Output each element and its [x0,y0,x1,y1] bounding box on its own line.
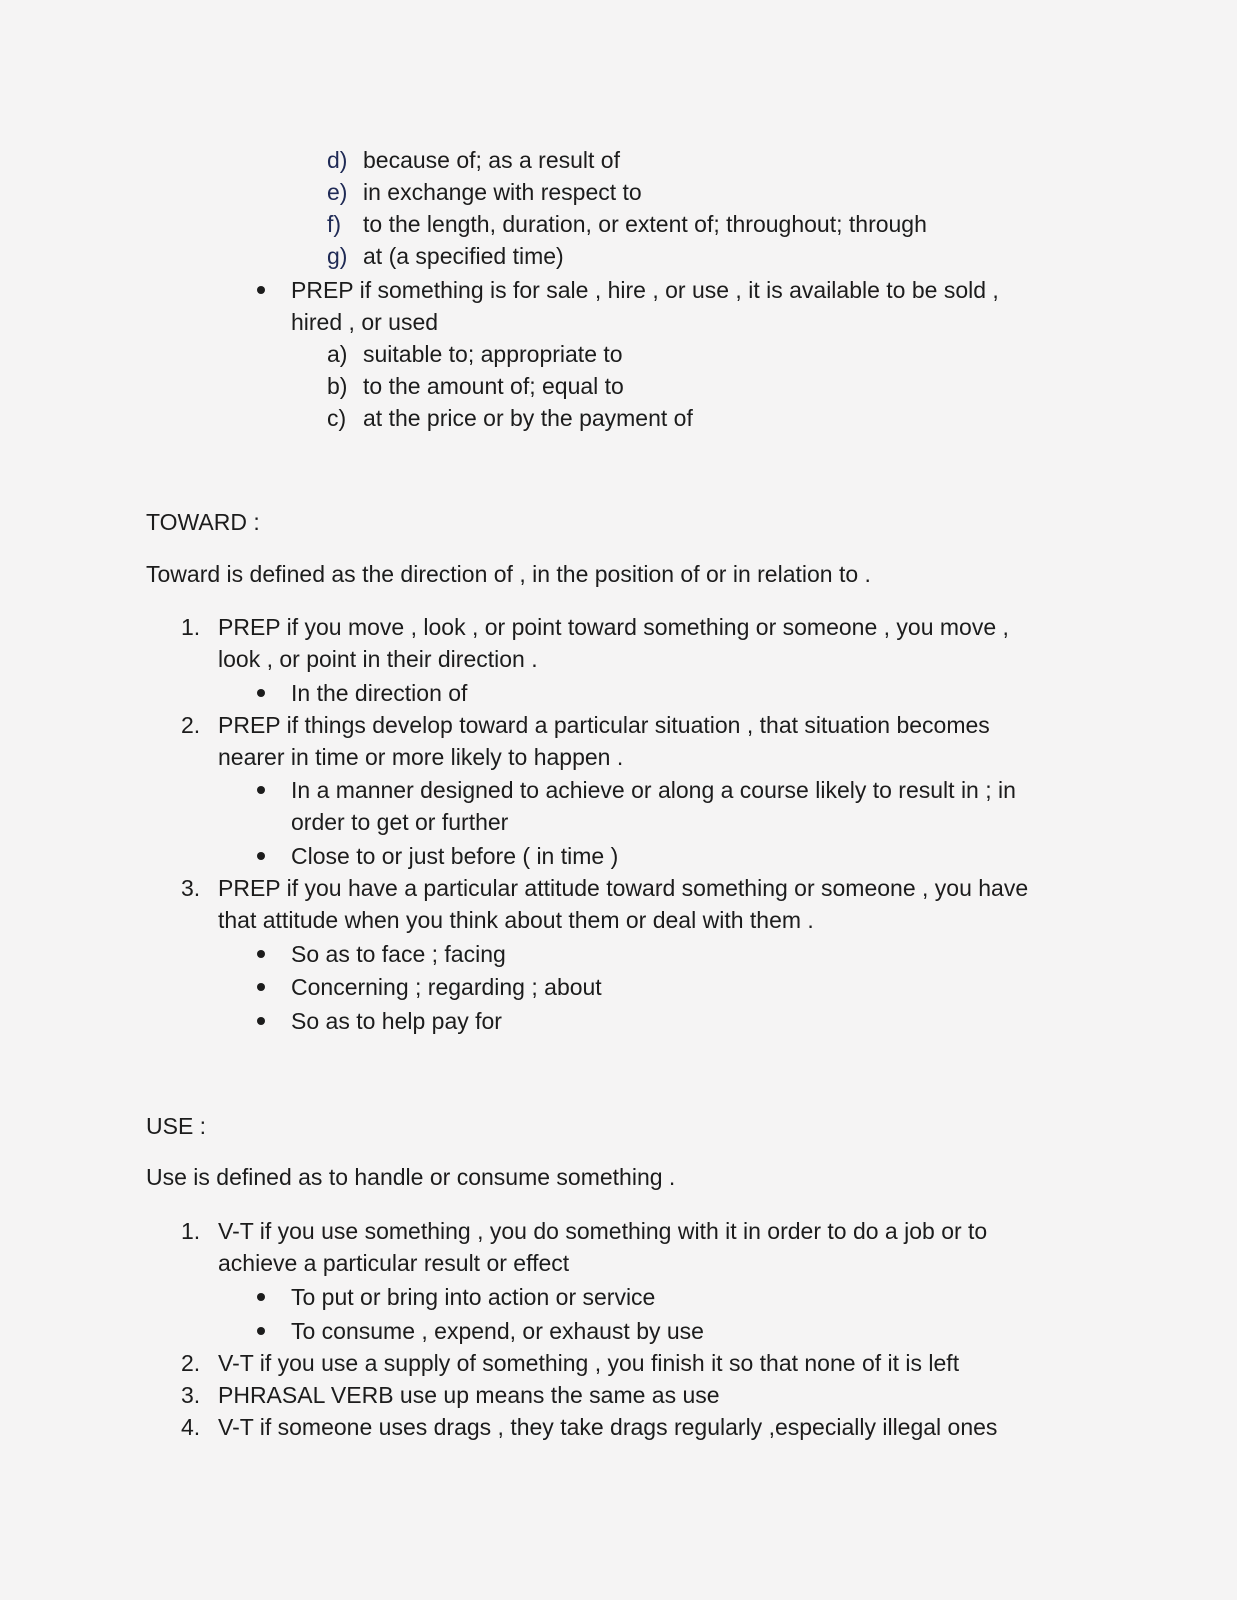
list-item: at (a specified time) [363,243,564,269]
list-item-continuation: that attitude when you think about them or deal with them . [218,907,814,933]
bullet-dot [257,786,265,794]
list-item: In the direction of [291,680,468,706]
list-marker: a) [327,341,348,367]
bullet-dot [257,286,265,294]
list-number: 1. [181,614,201,640]
list-item: V-T if you use a supply of something , you finish it so that none of it is left [218,1350,960,1376]
bullet-dot [257,950,265,958]
list-item-continuation: nearer in time or more likely to happen . [218,744,624,770]
section-heading-toward: TOWARD : [146,509,260,535]
list-marker: g) [327,243,348,269]
list-marker: f) [327,211,342,237]
list-item: In a manner designed to achieve or along a course likely to result in ; in [291,777,1016,803]
list-item: PHRASAL VERB use up means the same as use [218,1382,720,1408]
list-number: 3. [181,1382,201,1408]
list-item: So as to help pay for [291,1008,502,1034]
list-item: to the amount of; equal to [363,373,624,399]
list-item: in exchange with respect to [363,179,642,205]
bullet-dot [257,689,265,697]
list-marker: e) [327,179,348,205]
bullet-dot [257,1017,265,1025]
list-item: To put or bring into action or service [291,1284,656,1310]
list-item: suitable to; appropriate to [363,341,623,367]
list-number: 2. [181,712,201,738]
list-item: at the price or by the payment of [363,405,693,431]
list-item: because of; as a result of [363,147,620,173]
list-marker: b) [327,373,348,399]
bullet-dot [257,852,265,860]
list-marker: c) [327,405,347,431]
list-item: PREP if you move , look , or point toward something or someone , you move , [218,614,1009,640]
bullet-dot [257,1293,265,1301]
section-definition-toward: Toward is defined as the direction of , in the position of or in relation to . [146,561,871,587]
list-item: PREP if something is for sale , hire , or use , it is available to be sold , [291,277,999,303]
list-item: to the length, duration, or extent of; throughout; through [363,211,927,237]
list-item: V-T if someone uses drags , they take drags regularly ,especially illegal ones [218,1414,998,1440]
list-item: PREP if you have a particular attitude toward something or someone , you have [218,875,1029,901]
list-item: To consume , expend, or exhaust by use [291,1318,704,1344]
list-item: PREP if things develop toward a particular situation , that situation becomes [218,712,990,738]
bullet-dot [257,983,265,991]
list-number: 3. [181,875,201,901]
section-heading-use: USE : [146,1113,207,1139]
list-number: 1. [181,1218,201,1244]
list-item: Close to or just before ( in time ) [291,843,619,869]
list-number: 4. [181,1414,201,1440]
section-definition-use: Use is defined as to handle or consume something . [146,1164,676,1190]
list-item-continuation: order to get or further [291,809,509,835]
list-item: Concerning ; regarding ; about [291,974,602,1000]
list-item-continuation: hired , or used [291,309,439,335]
list-item-continuation: achieve a particular result or effect [218,1250,570,1276]
list-item: V-T if you use something , you do something with it in order to do a job or to [218,1218,988,1244]
list-number: 2. [181,1350,201,1376]
list-marker: d) [327,147,348,173]
list-item-continuation: look , or point in their direction . [218,646,538,672]
list-item: So as to face ; facing [291,941,506,967]
bullet-dot [257,1327,265,1335]
